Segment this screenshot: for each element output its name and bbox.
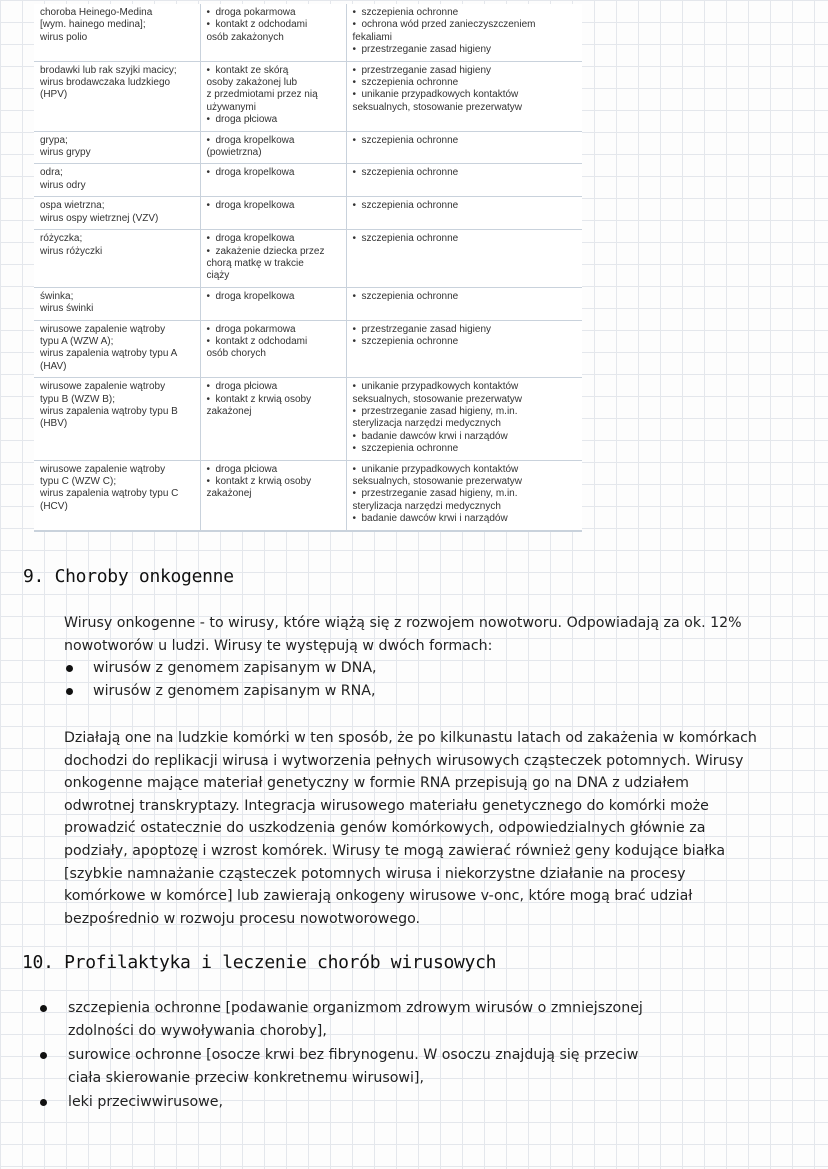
cell-text-line: droga kropelkowa xyxy=(215,134,295,146)
transmission-cell xyxy=(200,164,346,197)
cell-bullet-item xyxy=(353,167,577,179)
cell-text-line: szczepienia ochronne xyxy=(361,335,459,347)
cell-bullet-item xyxy=(353,336,577,348)
body-line: odwrotnej transkryptazy. Integracja wirusowego materiału genetycznego do komórki może xyxy=(64,797,709,814)
cell-text-line: zakażenie dziecka przez xyxy=(215,245,325,257)
cell-text-line: osoby zakażonej lub xyxy=(206,77,298,89)
prevention-cell xyxy=(346,61,582,131)
cell-text-line: unikanie przypadkowych kontaktów xyxy=(361,381,519,393)
list-item xyxy=(64,680,377,703)
cell-bullet-item xyxy=(207,19,340,44)
cell-text-line: przestrzeganie zasad higieny, m.in. xyxy=(361,405,518,417)
list-item-text: surowice ochronne [osocze krwi bez fibrynogenu. W osoczu znajdują się przeciw xyxy=(68,1047,639,1064)
disease-name-line: grypa; xyxy=(40,134,68,146)
disease-cell xyxy=(34,320,200,378)
cell-bullet-item xyxy=(207,7,340,19)
intro-line: Wirusy onkogenne - to wirusy, które wiążą się z rozwojem nowotworu. Odpowiadają za ok. 12% xyxy=(64,615,742,631)
disease-name-line: choroba Heinego-Medina xyxy=(40,7,153,18)
transmission-cell xyxy=(200,61,346,131)
cell-bullet-item xyxy=(207,65,340,115)
cell-text-line: droga płciowa xyxy=(215,463,278,475)
cell-text-line: szczepienia ochronne xyxy=(361,233,459,245)
disease-name-line: ospa wietrzna; xyxy=(40,200,105,212)
disease-cell xyxy=(34,460,200,531)
cell-text-line: sterylizacja narzędzi medycznych xyxy=(352,418,501,430)
section-9-body xyxy=(64,727,757,930)
cell-bullet-item xyxy=(353,431,577,443)
transmission-cell xyxy=(200,320,346,378)
disease-cell xyxy=(34,164,200,197)
cell-text-line: ciąży xyxy=(206,270,230,282)
cell-text-line: droga kropelkowa xyxy=(215,167,295,179)
cell-bullet-item xyxy=(353,513,577,525)
cell-bullet-item xyxy=(207,336,340,361)
cell-text-line: badanie dawców krwi i narządów xyxy=(361,513,508,525)
disease-name-line: wirusowe zapalenie wątroby xyxy=(40,323,166,335)
disease-name-line: wirus brodawczaka ludzkiego xyxy=(40,77,171,89)
cell-text-line: droga kropelkowa xyxy=(215,290,295,302)
cell-text-line: osób chorych xyxy=(206,348,266,360)
cell-bullet-item xyxy=(207,324,340,336)
prevention-cell xyxy=(346,197,582,230)
cell-text-line: szczepienia ochronne xyxy=(361,167,459,179)
table-row xyxy=(34,287,582,320)
cell-bullet-item xyxy=(207,135,340,160)
body-line: prowadzić ostatecznie do uszkodzenia genów komórkowych, odpowiedzialnych głównie za xyxy=(64,820,706,837)
table-row xyxy=(34,378,582,460)
table-row xyxy=(34,320,582,378)
cell-text-line: droga pokarmowa xyxy=(215,323,296,335)
cell-text-line: przestrzeganie zasad higieny xyxy=(361,44,492,56)
disease-cell xyxy=(34,131,200,164)
list-item xyxy=(64,657,377,680)
cell-text-line: osób zakażonych xyxy=(206,31,284,43)
body-line: onkogenne mające materiał genetyczny w formie RNA przepisują go na DNA z udziałem xyxy=(64,775,689,792)
virus-forms-list xyxy=(64,657,377,702)
prevention-cell xyxy=(346,131,582,164)
cell-text-line: sterylizacja narzędzi medycznych xyxy=(352,500,501,512)
cell-bullet-item xyxy=(353,443,577,455)
cell-bullet-item xyxy=(207,464,340,476)
cell-text-line: szczepienia ochronne xyxy=(361,200,459,212)
cell-bullet-item xyxy=(207,167,340,179)
cell-bullet-item xyxy=(207,200,340,212)
prevention-cell xyxy=(346,320,582,378)
cell-bullet-item xyxy=(207,381,340,393)
table-row xyxy=(34,164,582,197)
cell-bullet-item xyxy=(353,291,577,303)
prevention-cell xyxy=(346,460,582,531)
cell-text-line: fekaliami xyxy=(352,31,392,43)
cell-text-line: (powietrzna) xyxy=(206,147,262,159)
body-line: podziały, apoptozę i wzrost komórek. Wirusy te mogą zawierać również geny kodujące białka xyxy=(64,842,726,859)
prevention-cell xyxy=(346,164,582,197)
bullet-icon xyxy=(66,688,73,695)
disease-name-line: wirus odry xyxy=(40,179,86,191)
table-row xyxy=(34,460,582,531)
list-item xyxy=(38,1044,643,1089)
table-body xyxy=(34,4,582,531)
disease-name-line: (HAV) xyxy=(40,360,67,372)
cell-text-line: droga kropelkowa xyxy=(215,200,295,212)
cell-bullet-item xyxy=(207,233,340,245)
disease-name-line: (HCV) xyxy=(40,500,68,512)
cell-bullet-item xyxy=(353,65,577,77)
cell-bullet-item xyxy=(353,381,577,406)
disease-name-line: wirus ospy wietrznej (VZV) xyxy=(40,212,159,224)
cell-bullet-item xyxy=(207,394,340,419)
disease-name-line: wirus świnki xyxy=(40,303,94,315)
list-item-text: wirusów z genomem zapisanym w DNA, xyxy=(93,660,377,676)
bullet-icon xyxy=(40,1005,47,1012)
body-line: Działają one na ludzkie komórki w ten sposób, że po kilkunastu latach od zakażenia w komórkach xyxy=(64,730,757,746)
cell-text-line: używanymi xyxy=(206,101,256,113)
transmission-cell xyxy=(200,230,346,288)
cell-bullet-item xyxy=(353,406,577,431)
transmission-cell xyxy=(200,287,346,320)
cell-text-line: unikanie przypadkowych kontaktów xyxy=(361,463,519,475)
cell-text-line: szczepienia ochronne xyxy=(361,134,459,146)
section-9-intro xyxy=(64,612,742,657)
cell-text-line: szczepienia ochronne xyxy=(361,443,459,455)
list-item-text: zdolności do wywoływania choroby], xyxy=(68,1022,327,1039)
list-item-text: leki przeciwwirusowe, xyxy=(68,1094,223,1111)
section-10-heading: 10. Profilaktyka i leczenie chorób wirusowych xyxy=(22,952,497,973)
disease-cell xyxy=(34,4,200,61)
transmission-cell xyxy=(200,197,346,230)
virus-disease-table xyxy=(34,4,582,532)
table-row xyxy=(34,4,582,61)
cell-text-line: chorą matkę w trakcie xyxy=(206,257,304,269)
disease-name-line: wirus różyczki xyxy=(40,245,103,257)
cell-bullet-item xyxy=(353,7,577,19)
section-9-heading: 9. Choroby onkogenne xyxy=(23,566,234,587)
disease-name-line: odra; xyxy=(40,167,63,179)
table-row xyxy=(34,61,582,131)
cell-text-line: kontakt z krwią osoby xyxy=(215,393,312,405)
prevention-treatment-list xyxy=(38,997,643,1116)
table-row xyxy=(34,197,582,230)
cell-bullet-item xyxy=(353,233,577,245)
transmission-cell xyxy=(200,4,346,61)
cell-bullet-item xyxy=(353,135,577,147)
cell-text-line: badanie dawców krwi i narządów xyxy=(361,430,508,442)
cell-bullet-item xyxy=(353,89,577,114)
disease-name-line: świnka; xyxy=(40,290,74,302)
cell-text-line: seksualnych, stosowanie prezerwatyw xyxy=(352,476,523,487)
cell-text-line: ochrona wód przed zanieczyszczeniem xyxy=(361,19,536,31)
cell-text-line: przestrzeganie zasad higieny, m.in. xyxy=(361,488,518,500)
disease-name-line: (HPV) xyxy=(40,89,68,101)
disease-cell xyxy=(34,197,200,230)
disease-name-line: wirus polio xyxy=(40,31,88,43)
list-item-text: ciała skierowanie przeciw konkretnemu wirusowi], xyxy=(68,1069,424,1086)
cell-bullet-item xyxy=(353,44,577,56)
cell-bullet-item xyxy=(353,77,577,89)
cell-bullet-item xyxy=(353,464,577,489)
cell-text-line: kontakt z odchodami xyxy=(215,335,308,347)
body-line: dochodzi do replikacji wirusa i wytworzenia pełnych wirusowych cząsteczek potomnych. Wirusy xyxy=(64,752,744,769)
cell-text-line: z przedmiotami przez nią xyxy=(206,89,318,101)
disease-name-line: wirusowe zapalenie wątroby xyxy=(40,381,166,393)
cell-text-line: przestrzeganie zasad higieny xyxy=(361,64,492,76)
cell-bullet-item xyxy=(353,488,577,513)
body-line: [szybkie namnażanie cząsteczek potomnych wirusa i niekorzystne działanie na procesy xyxy=(64,865,686,882)
disease-cell xyxy=(34,61,200,131)
transmission-cell xyxy=(200,131,346,164)
disease-cell xyxy=(34,287,200,320)
cell-text-line: szczepienia ochronne xyxy=(361,7,459,18)
intro-line: nowotworów u ludzi. Wirusy te występują w dwóch formach: xyxy=(64,637,493,654)
prevention-cell xyxy=(346,230,582,288)
cell-bullet-item xyxy=(207,246,340,283)
cell-text-line: unikanie przypadkowych kontaktów xyxy=(361,89,519,101)
prevention-cell xyxy=(346,4,582,61)
cell-text-line: droga płciowa xyxy=(215,381,278,393)
cell-text-line: seksualnych, stosowanie prezerwatyw xyxy=(352,393,523,405)
disease-name-line: różyczka; xyxy=(40,233,83,245)
cell-text-line: szczepienia ochronne xyxy=(361,77,459,89)
cell-text-line: kontakt ze skórą xyxy=(215,64,289,76)
body-line: bezpośrednio w rozwoju procesu nowotworowego. xyxy=(64,910,421,927)
cell-text-line: kontakt z odchodami xyxy=(215,19,308,31)
cell-bullet-item xyxy=(353,19,577,44)
cell-text-line: seksualnych, stosowanie prezerwatyw xyxy=(352,101,523,113)
disease-name-line: wirusowe zapalenie wątroby xyxy=(40,463,166,475)
cell-text-line: zakażonej xyxy=(206,405,252,417)
disease-name-line: wirus zapalenia wątroby typu C xyxy=(40,488,179,500)
body-line: komórkowe w komórce] lub zawierają onkogeny wirusowe v-onc, które mogą brać udział xyxy=(64,888,693,905)
disease-name-line: [wym. hainego medina]; xyxy=(40,19,146,31)
cell-text-line: droga kropelkowa xyxy=(215,233,295,245)
list-item-text: szczepienia ochronne [podawanie organizmom zdrowym wirusów o zmniejszonej xyxy=(68,1000,643,1016)
list-item xyxy=(38,997,643,1042)
disease-name-line: (HBV) xyxy=(40,418,68,430)
disease-name-line: wirus zapalenia wątroby typu A xyxy=(40,348,178,360)
cell-text-line: kontakt z krwią osoby xyxy=(215,476,312,487)
cell-bullet-item xyxy=(353,200,577,212)
cell-bullet-item xyxy=(353,324,577,336)
table-row xyxy=(34,230,582,288)
disease-name-line: typu B (WZW B); xyxy=(40,393,115,405)
prevention-cell xyxy=(346,287,582,320)
cell-text-line: szczepienia ochronne xyxy=(361,290,459,302)
prevention-cell xyxy=(346,378,582,460)
disease-name-line: wirus zapalenia wątroby typu B xyxy=(40,405,178,417)
cell-bullet-item xyxy=(207,476,340,501)
disease-name-line: typu C (WZW C); xyxy=(40,476,117,487)
cell-text-line: zakażonej xyxy=(206,488,252,500)
cell-text-line: droga płciowa xyxy=(215,114,278,126)
transmission-cell xyxy=(200,460,346,531)
disease-cell xyxy=(34,230,200,288)
disease-name-line: brodawki lub rak szyjki macicy; xyxy=(40,64,177,76)
disease-cell xyxy=(34,378,200,460)
list-item-text: wirusów z genomem zapisanym w RNA, xyxy=(93,682,376,699)
transmission-cell xyxy=(200,378,346,460)
disease-name-line: wirus grypy xyxy=(40,147,91,159)
table-row xyxy=(34,131,582,164)
cell-text-line: przestrzeganie zasad higieny xyxy=(361,323,492,335)
bullet-icon xyxy=(66,665,73,672)
cell-text-line: droga pokarmowa xyxy=(215,7,296,18)
disease-name-line: typu A (WZW A); xyxy=(40,335,114,347)
cell-bullet-item xyxy=(207,114,340,126)
cell-bullet-item xyxy=(207,291,340,303)
list-item xyxy=(38,1091,643,1114)
